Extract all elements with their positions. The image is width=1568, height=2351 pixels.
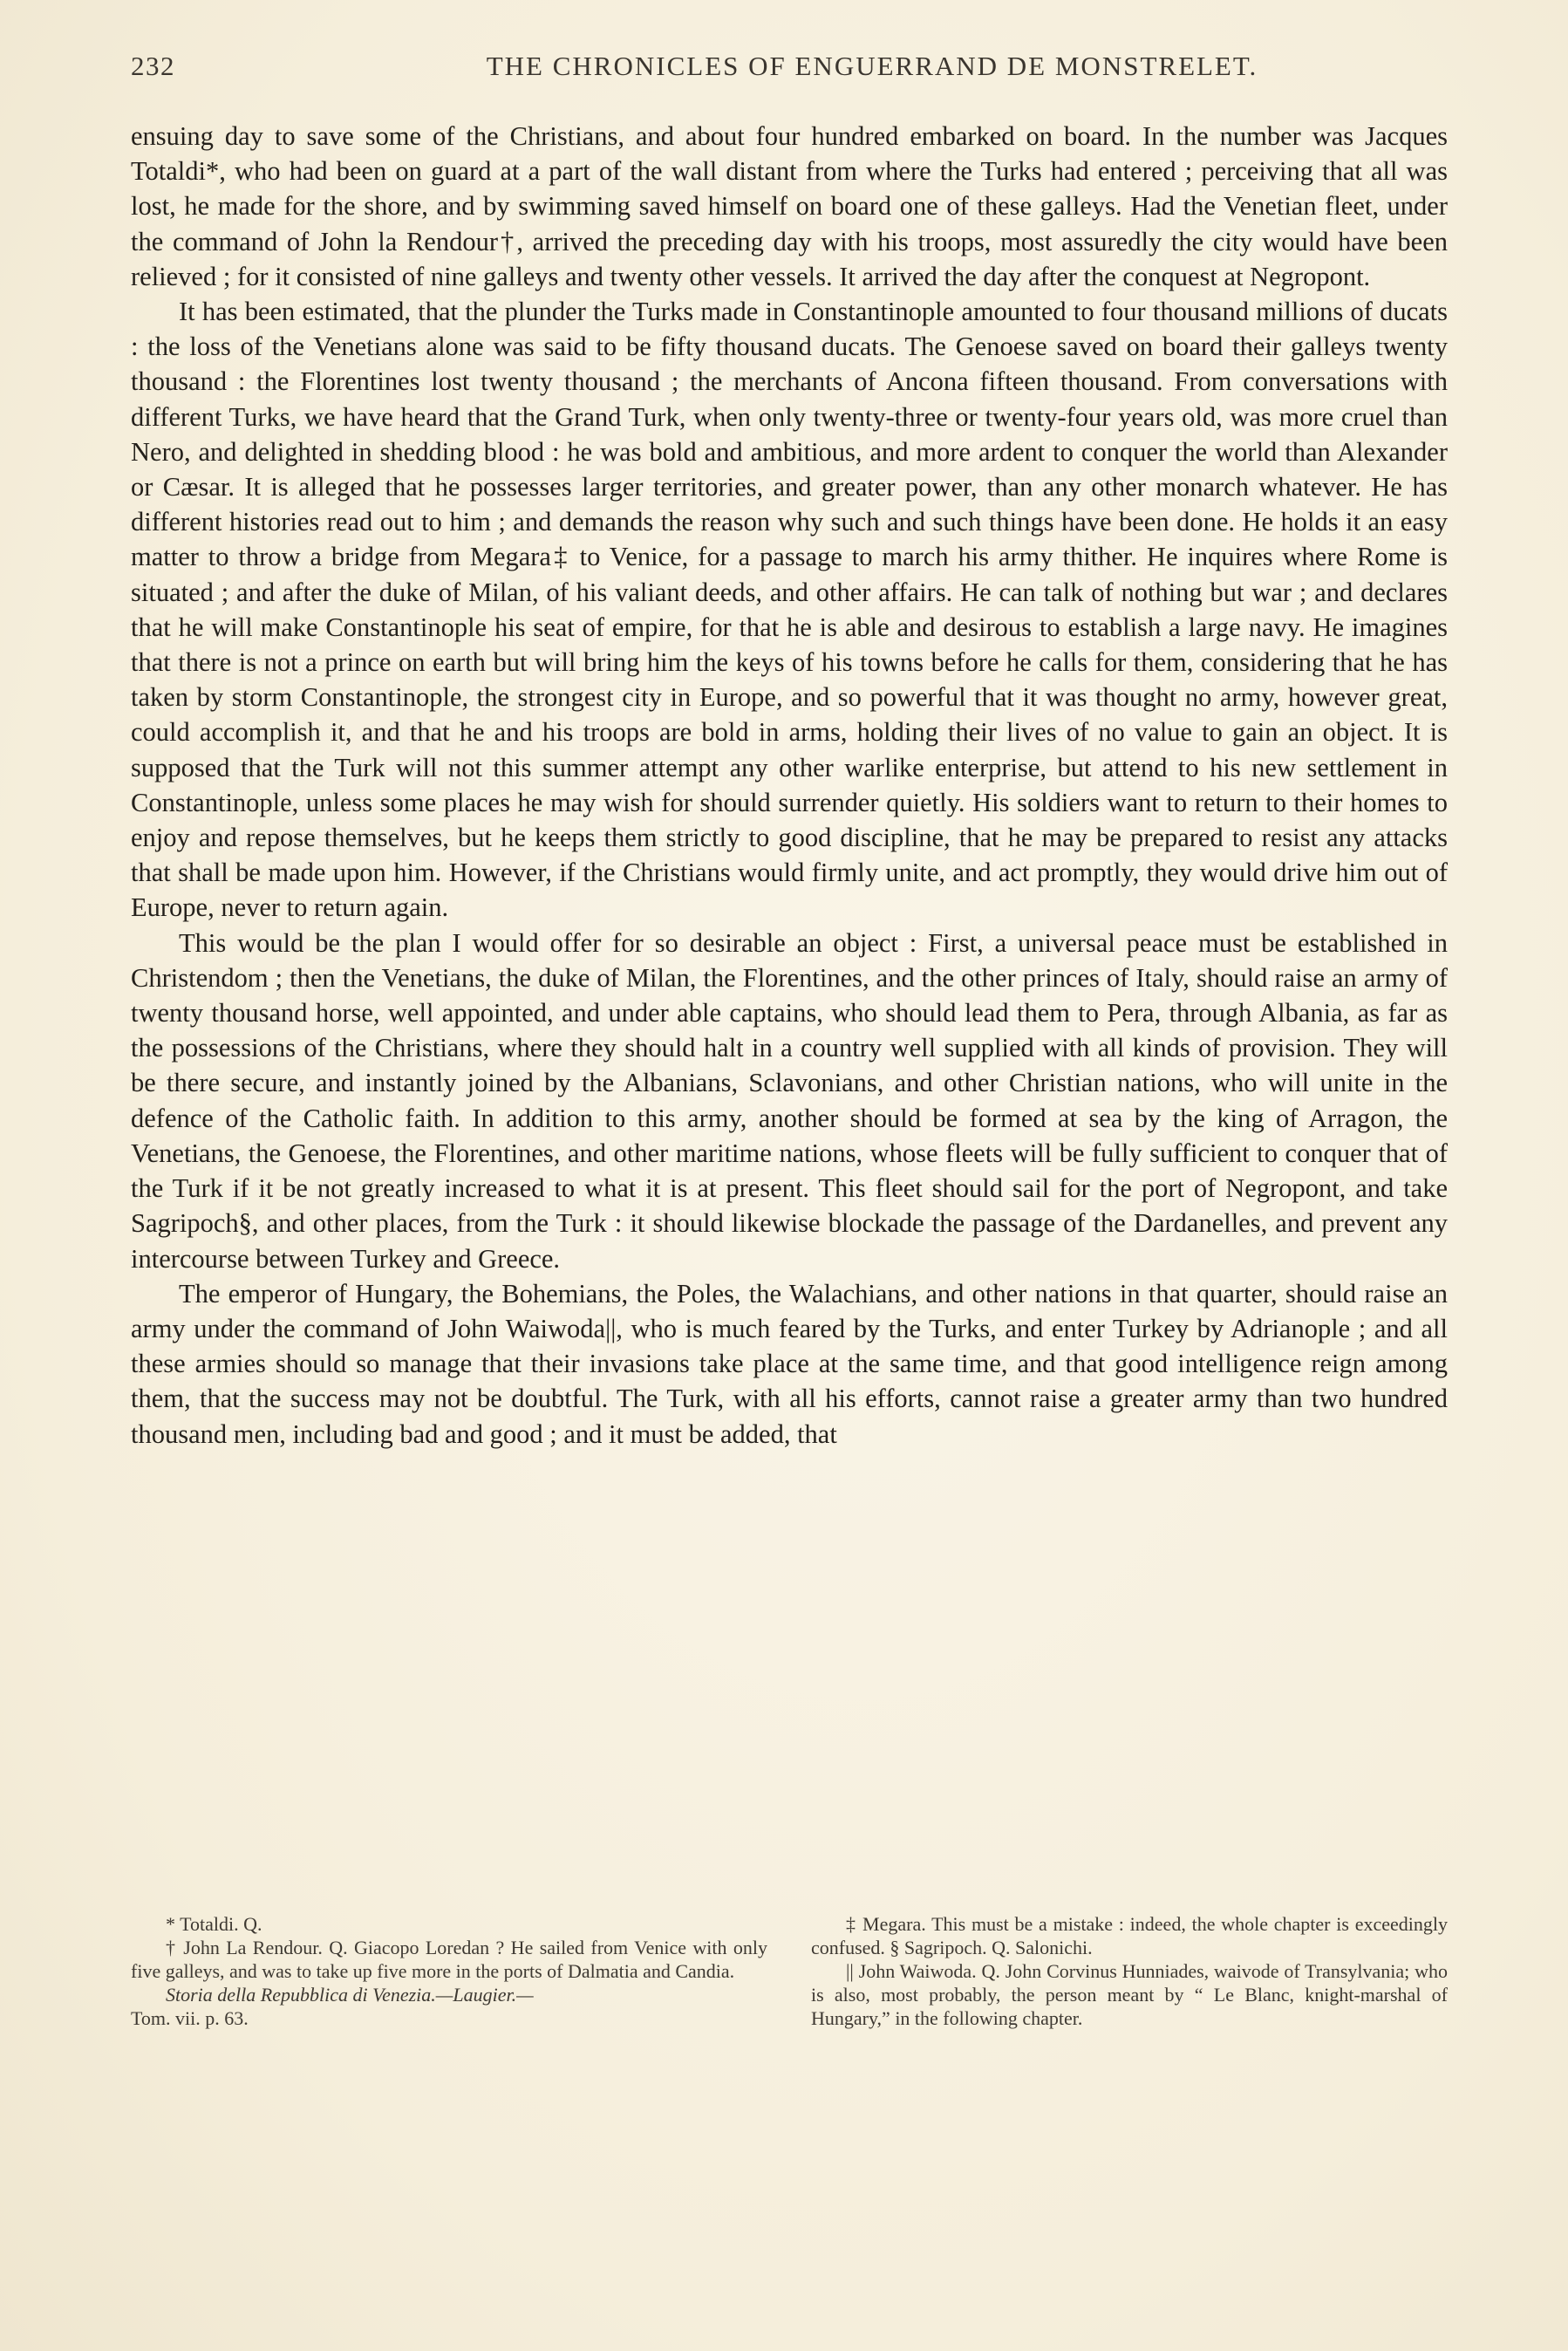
footnotes-right-column [811,1912,1448,2030]
body-text [131,119,1448,1452]
running-title: THE CHRONICLES OF ENGUERRAND DE MONSTRELET. [486,51,1258,81]
footnote: || John Waiwoda. Q. John Corvinus Hunniades, waivode of Transylvania; who is also, most probably, the person meant by “ Le Blanc, knight-marshal of Hungary,” in the following chapter. [811,1960,1448,2029]
citation-title: Storia della Repubblica di Venezia.—Laugier.— [166,1984,534,2006]
paragraph: This would be the plan I would offer for so desirable an object : First, a universal peace must be established in Christendom ; then the Venetians, the duke of Milan, the Florentines, and the other princes of Italy, should raise an army of twenty thousand horse, well appointed, and under able captains, who should lead them to Pera, through Albania, as far as the possessions of the Christians, where they should halt in a country well supplied with all kinds of provision. They will be there secure, and instantly joined by the Albanians, Sclavonians, and other Christian nations, who will unite in the defence of the Catholic faith. In addition to this army, another should be formed at sea by the king of Arragon, the Venetians, the Genoese, the Florentines, and other maritime nations, whose fleets will be fully sufficient to conquer that of the Turk if it be not greatly increased to what it is at present. This fleet should sail for the port of Negropont, and take Sagripoch§, and other places, from the Turk : it should likewise blockade the passage of the Dardanelles, and prevent any intercourse between Turkey and Greece. [131,927,1448,1274]
footnote: * Totaldi. Q. [166,1913,262,1935]
footnotes-left-column [131,1912,767,2030]
page-number: 232 [131,51,175,81]
footnote-citation [131,1983,767,2006]
running-head [131,51,1448,85]
footnote: ‡ Megara. This must be a mistake : indeed, the whole chapter is exceedingly confused. § Sagripoch. Q. Salonichi. [811,1913,1448,1958]
footnote: † John La Rendour. Q. Giacopo Loredan ? He sailed from Venice with only five galleys, and was to take up five more in the ports of Dalmatia and Candia. [131,1937,767,1982]
paragraph: ensuing day to save some of the Christians, and about four hundred embarked on board. In the number was Jacques Totaldi*, who had been on guard at a part of the wall distant from where the Turks had entered ; perceiving that all was lost, he made for the shore, and by swimming saved himself on board one of these galleys. Had the Venetian fleet, under the command of John la Rendour†, arrived the preceding day with his troops, most assuredly the city would have been relieved ; for it consisted of nine galleys and twenty other vessels. It arrived the day after the conquest at Negropont. [131,121,1448,291]
paragraph: The emperor of Hungary, the Bohemians, the Poles, the Walachians, and other nations in that quarter, should raise an army under the command of John Waiwoda||, who is much feared by the Turks, and enter Turkey by Adrianople ; and all these armies should so manage that their invasions take place at the same time, and that good intelligence reign among them, that the success may not be doubtful. The Turk, with all his efforts, cannot raise a greater army than two hundred thousand men, including bad and good ; and it must be added, that [131,1278,1448,1449]
paragraph: It has been estimated, that the plunder the Turks made in Constantinople amounted to four thousand millions of ducats : the loss of the Venetians alone was said to be fifty thousand ducats. The Genoese saved on board their galleys twenty thousand : the Florentines lost twenty thousand ; the merchants of Ancona fifteen thousand. From conversations with different Turks, we have heard that the Grand Turk, when only twenty-three or twenty-four years old, was more cruel than Nero, and delighted in shedding blood : he was bold and ambitious, and more ardent to conquer the world than Alexander or Cæsar. It is alleged that he possesses larger territories, and greater power, than any other monarch whatever. He has different histories read out to him ; and demands the reason why such and such things have been done. He holds it an easy matter to throw a bridge from Megara‡ to Venice, for a passage to march his army thither. He inquires where Rome is situated ; and after the duke of Milan, of his valiant deeds, and other affairs. He can talk of nothing but war ; and declares that he will make Constantinople his seat of empire, for that he is able and desirous to establish a large navy. He imagines that there is not a prince on earth but will bring him the keys of his towns before he calls for them, considering that he has taken by storm Constantinople, the strongest city in Europe, and so powerful that it was thought no army, however great, could accomplish it, and that he and his troops are bold in arms, holding their lives of no value to gain an object. It is supposed that the Turk will not this summer attempt any other warlike enterprise, but attend to his new settlement in Constantinople, unless some places he may wish for should surrender quietly. His soldiers want to return to their homes to enjoy and repose themselves, but he keeps them strictly to good discipline, that he may be prepared to resist any attacks that shall be made upon him. However, if the Christians would firmly unite, and act promptly, they would drive him out of Europe, never to return again. [131,297,1448,923]
footnote-citation-tail: Tom. vii. p. 63. [131,2007,249,2029]
